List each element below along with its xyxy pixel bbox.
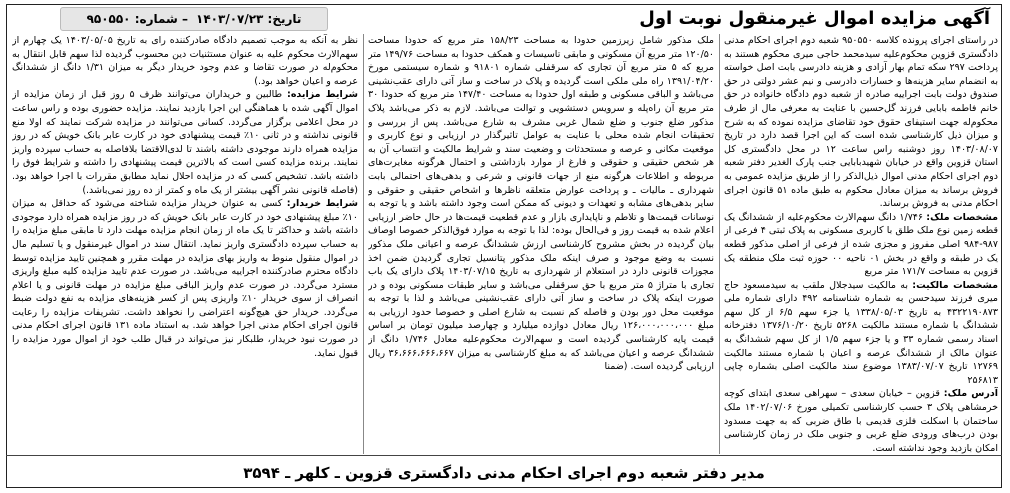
- ownership-label: مشخصات مالکیت:: [912, 279, 998, 291]
- ownership-text: به مالکیت سیدجلال ملقب به سیدمسعود حاج میری فرزند سیدحسن به شماره شناسنامه ۴۹۲ دارای شماره ملی ۴۳۲۲۱۹۰۸۷۳ به تاریخ ۱۳۳۸/۰۵/۰۳ یا جزء سهم ۶/۵ از کل سهم ششدانگ با شماره مستند مالکیت ۵۲۶۸ تاریخ ۱۳۷۶/۱۰/۲۰ دفترخانه اسناد رسمی شماره ۳۳ و یا جزء سهم ۱/۵ از کل سهم ششدانگ به عنوان مالک از ششدانگ عرصه و اعیان با شماره مستند مالکیت ۱۲۷۶۹ تاریخ ۱۳۸۳/۰۷/۰۷ موضوع سند مالکیت اصلی بشماره چاپی ۲۵۶۸۱۳: [724, 279, 998, 386]
- auction-terms-label: شرایط مزایده:: [287, 89, 358, 101]
- property-spec-text: ۱/۷۴۶ دانگ سهم‌الارث محکوم‌علیه از ششدانگ یک قطعه زمین نوع ملک طلق با کاربری مسکونی به پلاک ثبتی ۴ فرعی از ۹۸۷-۹۸۴ اصلی مفروز و مجزی شده از فرعی از اصلی مذکور قطعه یک در طبقه و واقع در بخش ۰۱ ناحیه ۰۰ حوزه ثبت ملک منطقه یک قزوین به مساحت ۱۷۱/۷ متر مربع: [724, 211, 998, 278]
- intro-text: در راستای اجرای پرونده کلاسه ۹۵۰۵۵۰ شعبه دوم اجرای احکام مدنی دادگستری قزوین محکوم‌علیه سیدمحمد حاجی میری محکوم هستند به پرداخت ۲۹۷ سکه تمام بهار آزادی و هزینه دادرسی بابت اصل خواسته به انضمام سایر هزینه‌ها و خسارات دادرسی و نیم عشر دولتی در حق صندوق دولت بابت اجراییه صادره از شعبه دوم دادگاه خانواده در حق خانم فاطمه بابایی فرزند گل‌حسین با عنایت به معرفی مال از طرف محکوم‌له جهت استیفای حقوق خود تقاضای مزایده نموده که به شرح و میزان ذیل کارشناسی شده است که این اجرا قصد دارد در تاریخ ۱۴۰۳/۰۸/۰۷ روز دوشنبه راس ساعت ۱۲ در محل دادگستری کل استان قزوین واقع در خیابان شهیدبابایی جنب پارک الغدیر دفتر شعبه دوم اجرای احکام مدنی اموال ذیل‌الذکر را از طریق مزایده عمومی به فروش برساند به میزان معادل محکوم به طبق ماده ۵۱ قانون اجرای احکام مدنی به فروش برساند.: [724, 35, 998, 210]
- ownership-paragraph: [724, 279, 998, 388]
- buyer-terms-label: شرایط خریدار:: [286, 198, 358, 210]
- column-divider: [719, 34, 720, 454]
- buyer-terms-text: کسی به عنوان خریدار مزایده شناخته می‌شود که حداقل به میزان ۱۰٪ مبلغ پیشنهادی خود در کارت عابر بانک خویش که در روز مزایده همراه دارد موجودی داشته باشد و حداکثر تا یک ماه از زمان انجام مزایده مهلت دارد تا مابقی مبلغ مزایده را به حساب سپرده دادگستری واریز نماید. انتقال سند در اموال غیرمنقول و یا تسلیم مال در اموال منقول منوط به واریز بهای مزایده در مهلت مقرر و همچنین تایید مزایده توسط دادگاه محترم صادرکننده اجراییه می‌باشد. در صورت عدم تایید مزایده کلیه مبلغ واریزی مسترد می‌گردد. در صورت عدم واریز الباقی مبلغ مزایده در مهلت قانونی و یا اعلام انصراف از سوی خریدار ۱۰٪ واریزی پس از کسر هزینه‌های مزایده به نفع دولت ضبط می‌گردد. خریدار حق هیچ‌گونه اعتراضی را نخواهد داشت. تشریفات مزایده را رعایت قانون اجرای احکام مدنی اجرا خواهد شد. به استناد ماده ۱۳۱ قانون اجرای احکام مدنی در صورت نبود خریدار، طلبکار نیز می‌تواند در قبال طلب خود از اموال مورد مزایده را قبول نماید.: [12, 198, 358, 359]
- ad-title: آگهی مزایده اموال غیرمنقول نوبت اول: [639, 8, 990, 29]
- column-left: [12, 34, 358, 454]
- date-text: تاریخ: ۱۴۰۳/۰۷/۲۳: [196, 12, 302, 26]
- signature-footer: مدیر دفتر شعبه دوم اجرای احکام مدنی دادگستری قزوین ـ کلهر ـ ۳۵۹۴: [6, 455, 1002, 489]
- intro-paragraph: [724, 34, 998, 211]
- share-note-paragraph: [12, 34, 358, 88]
- column-right: [724, 34, 998, 454]
- address-paragraph: [724, 387, 998, 454]
- property-spec-paragraph: [724, 211, 998, 279]
- date-number-box: [60, 7, 328, 31]
- auction-terms-text: طالبین و خریداران می‌توانند ظرف ۵ روز قبل از زمان مزایده از اموال آگهی شده با هماهنگی این اجرا بازدید نمایند. مزایده حضوری بوده و راس ساعت در محل اعلامی برگزار می‌گردد. کسانی می‌توانند در مزایده شرکت نمایند که اولا منع قانونی نداشته و در ثانی ۱۰٪ قیمت پیشنهادی خود در کارت عابر بانک خویش که در روز مزایده همراه دارند موجودی داشته باشند تا لدی‌الاقتضا بلافاصله به حساب سپرده واریز نمایند. برنده مزایده کسی است که بالاترین قیمت پیشنهادی را داشته و شرایط فوق را داشته باشد. تشخیص کسی که در مزایده احلال نماید مطابق مقررات با اجرا خواهد بود. (فاصله قانونی نشر آگهی بیشتر از یک ماه و کمتر از ده روز نمی‌باشد.): [12, 89, 358, 196]
- auction-terms-paragraph: [12, 88, 358, 197]
- property-spec-label: مشخصات ملک:: [926, 211, 998, 223]
- column-middle: [368, 34, 714, 454]
- address-text: قزوین – خیابان سعدی – سهراهی سعدی ابتدای کوچه خرمشاهی پلاک ۳ حسب کارشناسی تکمیلی مورخ ۱۴۰۲/۰۷/۰۶ ملک ساختمان با اسکلت فلزی قدیمی با طاق ضربی که به جهت مسدود بودن درب‌های ورودی ضلع غربی و جنوبی ملک در زمان کارشناسی امکان بازدید وجود نداشته است.: [724, 388, 998, 454]
- description-paragraph: [368, 34, 714, 374]
- address-label: آدرس ملک:: [943, 388, 998, 400]
- number-text: – شماره: ۹۵۰۵۵۰: [86, 12, 189, 26]
- buyer-terms-paragraph: [12, 197, 358, 360]
- description-text: ملک مذکور شامل زیرزمین حدودا به مساحت ۱۵۸/۲۳ متر مربع که حدودا مساحت ۱۲۰/۵۰ متر مربع آن مسکونی و مابقی تاسیسات و همکف حدودا به مساحت ۱۴۹/۷۶ متر مربع که ۵ متر مربع آن تجاری که سرقفلی شماره ۹۱۸۰۱ و شماره سیستمی مورخ ۱۳۹۱/۰۴/۲۰ راه ملی ملکی است گردیده و پلاک در ساخت و ساز آتی دارای عقب‌نشینی می‌باشد و الباقی مسکونی و طبقه اول حدودا به مساحت ۱۴۷/۴۰ متر مربع که حدودا ۳۰ متر مربع آن راه‌پله و سرویس دستشویی و توالت می‌باشد. لازم به ذکر می‌باشد پلاک مذکور ضلع جنوب و ضلع شمال غربی مشرف به شارع می‌باشد. پس از بررسی و تحقیقات انجام شده محلی با عنایت به عوامل تاثیرگذار در ارزیابی و نوع کاربری و موقعیت مکانی و عرصه و مستحدثات و وضعیت سند و شرایط مالکیت و انتساب آن به هر شخص حقیقی و حقوقی و فارغ از موارد بازداشتی و احتمال هرگونه مغایرت‌های مربوطه و اطلاعات هرگونه منع از جهات قانونی و شرعی و بدهی‌های احتمالی بابت شهرداری ـ مالیات ـ و پرداخت عوارض متعلقه ناظرها و اشخاص حقیقی و حقوقی و سایر بدهی‌های مشابه و تعهدات و دیونی که ممکن است وجود داشته باشد و یا توجه به نوسانات قیمت‌ها و تلاطم و ناپایداری بازار و عدم قطعیت قیمت‌ها در حال حاضر ارزیابی اعلام شده به قیمت روز و فی‌الحال بوده: لذا با توجه به موارد فوق‌الذکر خصوصا اوصاف بیان گردیده در بخش مشروح کارشناسی ارزش ششدانگ عرصه و اعیانی ملک مذکور نسبت به وضع موجود و صرف اینکه ملک مذکور پتانسیل تجاری گردیدن ضمن اخذ مجوزات قانونی دارد در استعلام از شهرداری به تاریخ ۱۴۰۳/۰۷/۱۵ پلاک دارای یک باب تجاری با متراژ ۵ متر مربع با حق سرقفلی می‌باشد و سایر طبقات مسکونی بوده و در صورت اینکه پلاک در ساخت و ساز آتی دارای عقب‌نشینی می‌باشد و لذا با توجه به موقعیت محل دور بودن و فاصله کم نسبت به شارع اصلی و خصوصا حدود ارزیابی به مبلغ ۱۲۶،۰۰۰،۰۰۰،۰۰۰ ریال معادل دوازده میلیارد و چهارصد میلیون تومان بر اساس قیمت پایه کارشناسی گردیده است و سهم‌الارث محکوم‌علیه معادل ۱/۷۴۶ دانگ از ششدانگ عرصه و اعیان می‌باشد که به مبلغ کارشناسی به میزان ۳۶،۶۶۶،۶۶۶،۶۶۷ ریال ارزیابی گردیده است. (ضمنا: [368, 35, 714, 373]
- share-note-text: نظر به آنکه به موجب تصمیم دادگاه صادرکننده رای به تاریخ ۱۴۰۳/۰۵/۰۵ یک چهارم از سهم‌الارث محکوم علیه به عنوان مستثنیات دین محسوب گردیده لذا سهم قابل انتقال به محکوم‌له در صورت تقاضا و عدم وجود خریدار دیگر به میزان ۱/۳۱ دانگ از ششدانگ عرصه و اعیان خواهد بود.): [12, 35, 358, 87]
- column-divider: [363, 34, 364, 454]
